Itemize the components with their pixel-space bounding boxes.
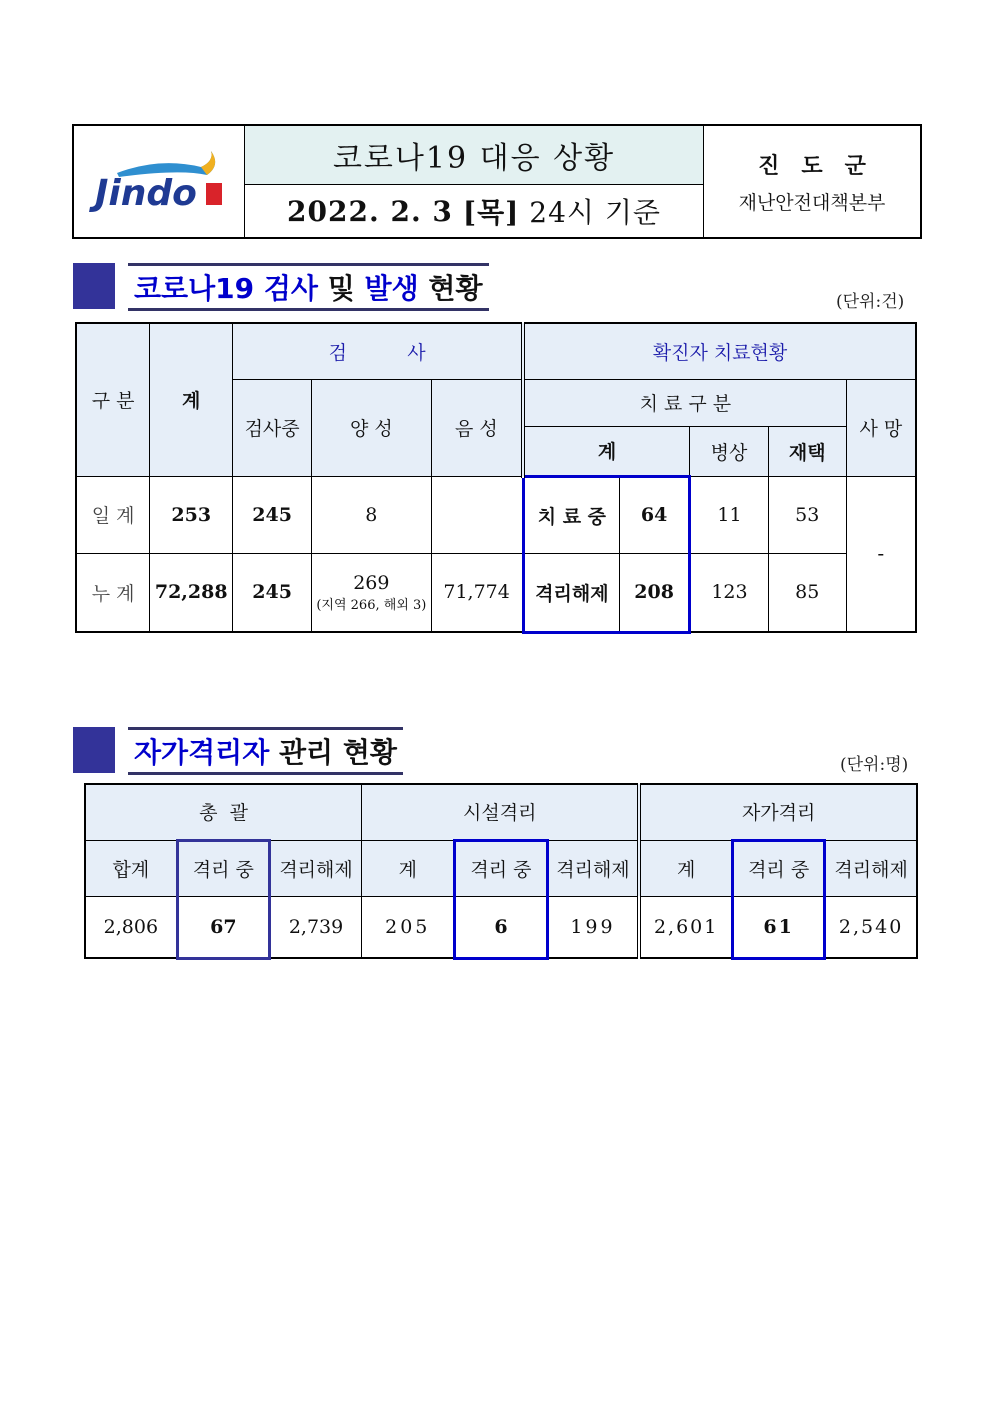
row-testing: 245 (233, 553, 312, 632)
quarantine-table (84, 783, 918, 960)
title-cell (245, 126, 704, 237)
table-row (76, 476, 916, 553)
org-dept: 재난안전대책본부 (738, 191, 886, 214)
header-home: 재택 (768, 426, 846, 476)
row-total: 72,288 (150, 553, 233, 632)
header-positive: 양 성 (312, 379, 432, 476)
value-cell: 2,601 (639, 896, 732, 958)
section1-unit: (단위:건) (836, 292, 905, 312)
svg-text:Jindo: Jindo (95, 172, 197, 214)
header-negative: 음 성 (431, 379, 523, 476)
report-header (72, 124, 922, 239)
group-self: 자가격리 (639, 784, 917, 840)
row-label: 누 계 (76, 553, 150, 632)
subheader: 격리해제 (269, 840, 361, 896)
subheader: 계 (639, 840, 732, 896)
subheader: 계 (362, 840, 455, 896)
section1-title: 코로나19 검사 및 발생 현황 (128, 263, 489, 311)
subheader: 격리 중 (733, 840, 825, 896)
table-row (85, 896, 917, 958)
row-total: 253 (150, 476, 233, 553)
report-title: 코로나19 대응 상황 (245, 126, 703, 185)
row-hospital: 11 (690, 476, 769, 553)
group-facility: 시설격리 (362, 784, 640, 840)
subheader: 격리해제 (825, 840, 917, 896)
jindo-logo (74, 126, 245, 237)
value-cell: 67 (177, 896, 269, 958)
header-sum: 계 (523, 426, 690, 476)
row-negative: 71,774 (431, 553, 523, 632)
header-hospital: 병상 (690, 426, 769, 476)
subheader: 격리 중 (177, 840, 269, 896)
section2-title: 자가격리자 관리 현황 (128, 727, 403, 775)
date-value: 2022. 2. 3 (287, 194, 453, 228)
positive-value: 269 (353, 571, 390, 594)
header-treatment-group: 확진자 치료현황 (523, 323, 916, 379)
row-negative (431, 476, 523, 553)
header-total: 계 (150, 323, 233, 476)
value-cell: 2,806 (85, 896, 177, 958)
row-status: 치 료 중 (523, 476, 620, 553)
row-positive (312, 553, 432, 632)
group-total: 총 괄 (85, 784, 362, 840)
value-cell: 6 (455, 896, 547, 958)
org-name: 진도군 (758, 152, 888, 179)
section-marker (73, 263, 115, 309)
value-cell: 205 (362, 896, 455, 958)
table-row (76, 553, 916, 632)
jindo-logo-icon (89, 147, 229, 217)
weekday: [목] (462, 196, 520, 229)
value-cell: 61 (733, 896, 825, 958)
row-home: 85 (768, 553, 846, 632)
row-count: 208 (620, 553, 690, 632)
value-cell: 2,739 (269, 896, 361, 958)
header-death: 사 망 (846, 379, 916, 476)
section1-heading (73, 263, 553, 313)
time-basis: 24시 기준 (529, 196, 661, 229)
value-cell: 199 (547, 896, 639, 958)
header-testing: 검사중 (233, 379, 312, 476)
row-status: 격리해제 (523, 553, 620, 632)
subheader: 합계 (85, 840, 177, 896)
subheader: 격리해제 (547, 840, 639, 896)
row-testing: 245 (233, 476, 312, 553)
positive-detail: (지역 266, 해외 3) (316, 597, 427, 613)
org-cell (704, 126, 920, 237)
row-count: 64 (620, 476, 690, 553)
row-home: 53 (768, 476, 846, 553)
row-label: 일 계 (76, 476, 150, 553)
section2-heading (73, 727, 443, 777)
section-marker (73, 727, 115, 773)
header-test-group: 검 사 (233, 323, 523, 379)
header-category: 구 분 (76, 323, 150, 476)
section2-unit: (단위:명) (840, 755, 909, 775)
death-value: - (846, 476, 916, 632)
row-hospital: 123 (690, 553, 769, 632)
test-status-table (75, 322, 917, 634)
value-cell: 2,540 (825, 896, 917, 958)
row-positive: 8 (312, 476, 432, 553)
subheader: 격리 중 (455, 840, 547, 896)
header-treatment-type: 치 료 구 분 (523, 379, 846, 426)
report-date (245, 185, 703, 237)
